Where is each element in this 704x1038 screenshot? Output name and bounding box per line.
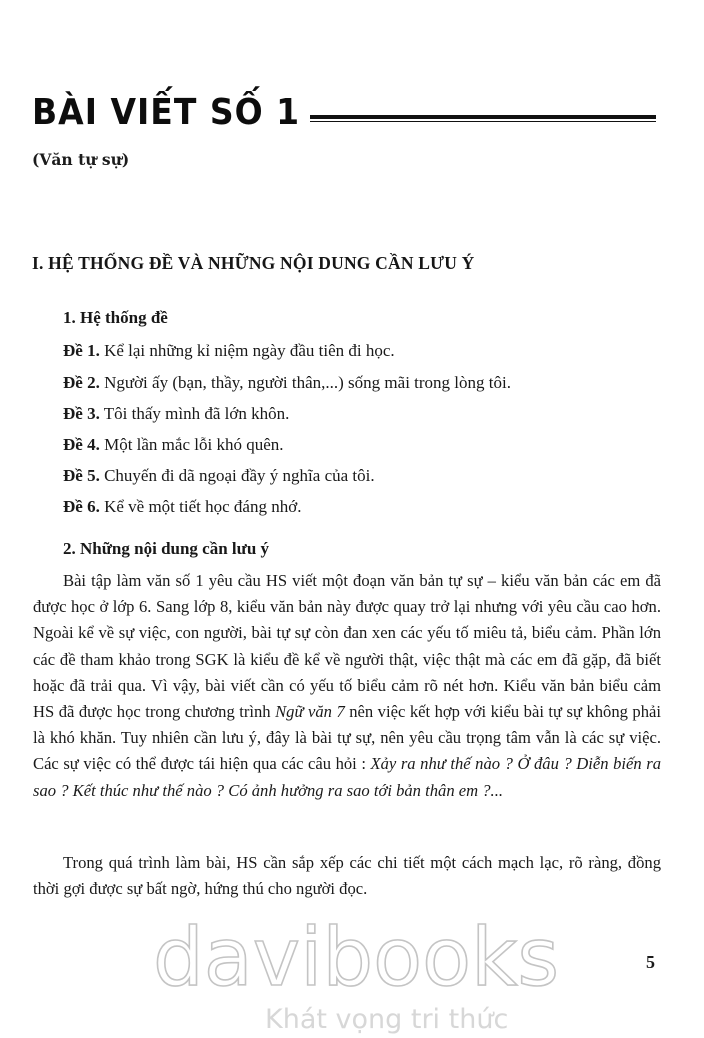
paragraph-text: nên việc kết hợp với kiểu bài tự sự không phải là khó khăn. Tuy nhiên cần lưu ý, đây là bài tự sự, nên yêu cầu trọng tâm vẫn là các sự việc. Các sự việc có thể được tái hiện qua các câu hỏi : — [33, 702, 661, 774]
topic-label: Đề 6. — [63, 497, 100, 516]
topic-item-4 — [63, 435, 284, 455]
paragraph-text: Bài tập làm văn số 1 yêu cầu HS viết một đoạn văn bản tự sự – kiểu văn bản các em đã được học ở lớp 6. Sang lớp 8, kiểu văn bản này được quay trở lại nhưng với yêu cầu cao hơn. Ngoài kể về sự việc, con người, bài tự sự còn đan xen các yếu tố miêu tả, biểu cảm. Phần lớn các đề tham khảo trong SGK là kiểu đề kể về người thật, việc thật mà các em đã gặp, đã biết hoặc đã trải qua. Vì vậy, bài viết cần có yếu tố biểu cảm rõ nét hơn. Kiểu văn bản biểu cảm HS đã được học trong chương trình — [33, 571, 661, 722]
section-heading: I. HỆ THỐNG ĐỀ VÀ NHỮNG NỘI DUNG CẦN LƯU Ý — [32, 253, 475, 273]
topic-item-3 — [63, 404, 289, 424]
topic-text: Kể lại những kỉ niệm ngày đầu tiên đi học. — [99, 341, 395, 360]
guiding-questions: Xảy ra như thế nào ? Ở đâu ? Diễn biến ra sao ? Kết thúc như thế nào ? Có ảnh hưởng ra sao tới bản thân em ?... — [33, 754, 661, 800]
topic-text: Người ấy (bạn, thầy, người thân,...) sống mãi trong lòng tôi. — [99, 373, 511, 392]
watermark-tagline-text: Khát vọng tri thức — [265, 1004, 509, 1035]
topic-label: Đề 5. — [63, 466, 100, 485]
topic-item-2 — [63, 373, 511, 393]
book-title-italic: Ngữ văn 7 — [275, 702, 345, 722]
topics-heading: 1. Hệ thống đề — [63, 308, 168, 327]
watermark-brand-text: davibooks — [153, 911, 560, 1004]
topic-text: Chuyến đi dã ngoại đầy ý nghĩa của tôi. — [99, 466, 375, 485]
topic-label: Đề 4. — [63, 435, 100, 454]
topic-item-1 — [63, 341, 395, 361]
chapter-title: BÀI VIẾT SỐ 1 — [32, 89, 301, 133]
chapter-title-row — [32, 88, 656, 134]
topic-text: Tôi thấy mình đã lớn khôn. — [99, 404, 290, 423]
body-paragraph-1 — [33, 568, 661, 804]
topic-label: Đề 1. — [63, 341, 100, 360]
topic-item-5 — [63, 466, 375, 486]
topic-text: Kể về một tiết học đáng nhớ. — [99, 497, 302, 516]
topic-item-6 — [63, 497, 301, 517]
topic-label: Đề 3. — [63, 404, 100, 423]
body-paragraph-2: Trong quá trình làm bài, HS cần sắp xếp các chi tiết một cách mạch lạc, rõ ràng, đồng thời gợi được sự bất ngờ, hứng thú cho người đọc. — [33, 853, 661, 899]
chapter-subtitle: (Văn tự sự) — [32, 150, 130, 169]
page-number: 5 — [646, 952, 655, 972]
topic-label: Đề 2. — [63, 373, 100, 392]
notes-heading: 2. Những nội dung cần lưu ý — [63, 539, 270, 558]
title-rule — [310, 115, 656, 122]
topic-text: Một lần mắc lỗi khó quên. — [99, 435, 284, 454]
